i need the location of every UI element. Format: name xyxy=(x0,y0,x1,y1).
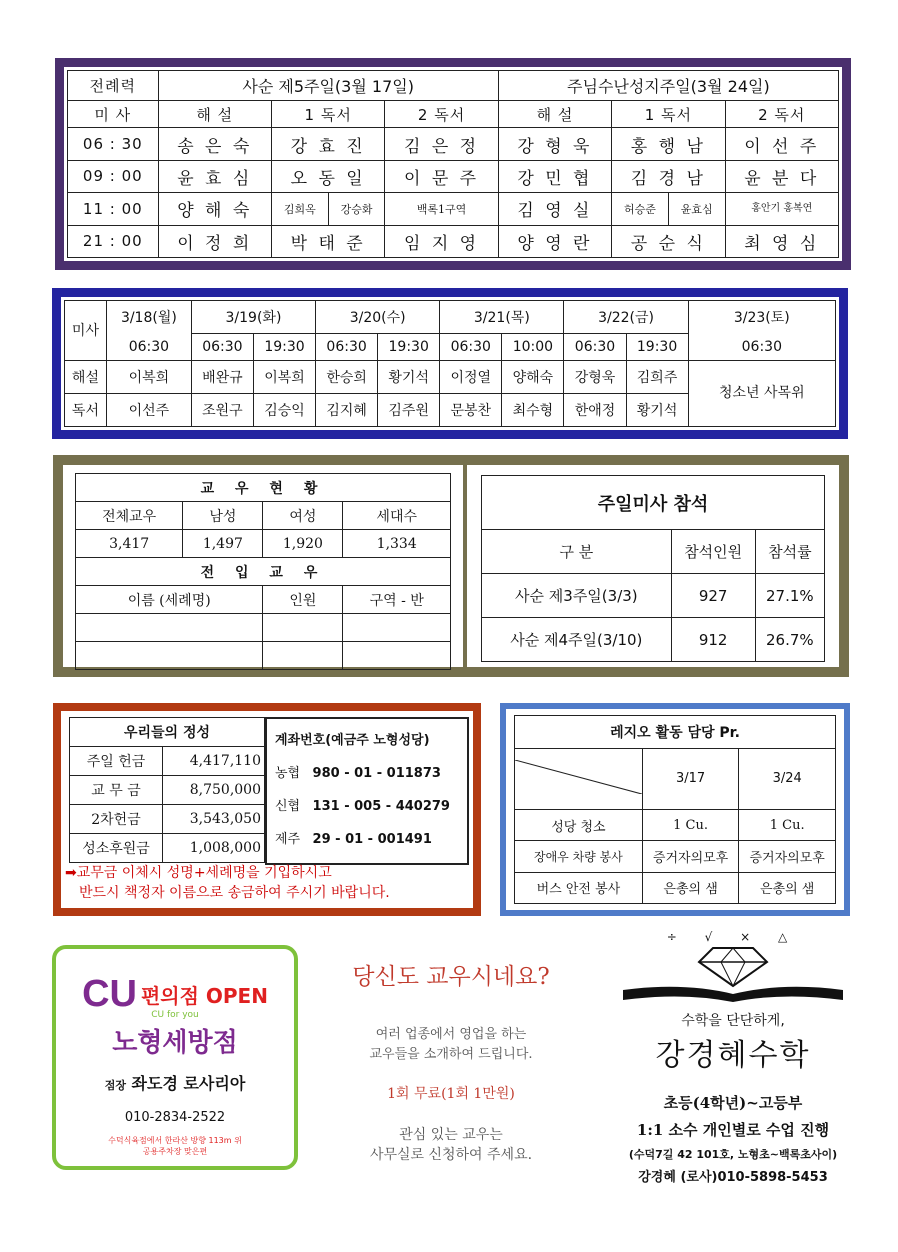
minister-cell: 홍 행 남 xyxy=(612,128,725,160)
minister-cell: 양 해 숙 xyxy=(158,193,271,225)
mass-time: 06:30 xyxy=(688,334,835,361)
time-cell: 21 : 00 xyxy=(68,225,159,257)
read-cell: 한애정 xyxy=(564,393,626,426)
legio-assignee: 은총의 샘 xyxy=(642,872,739,903)
read-cell: 황기석 xyxy=(626,393,688,426)
minister-cell: 강 민 협 xyxy=(498,160,611,192)
narr-cell: 배완규 xyxy=(191,360,253,393)
cu-tagline: CU for you xyxy=(151,1010,199,1020)
minister-cell: 임 지 영 xyxy=(385,225,498,257)
role-read1-2: 1 독서 xyxy=(612,100,725,127)
offering-label: 교 무 금 xyxy=(70,776,163,805)
col-header: 구 분 xyxy=(482,530,672,574)
math-desc: 1:1 소수 개인별로 수업 진행 xyxy=(636,1121,830,1139)
read-label: 독서 xyxy=(65,393,107,426)
store-location-1: 수덕식육점에서 한라산 방향 113m 위 xyxy=(108,1136,242,1145)
narr-label: 해설 xyxy=(65,360,107,393)
store-location-2: 공용주차장 맞은편 xyxy=(142,1147,208,1156)
store-phone: 010-2834-2522 xyxy=(124,1110,226,1125)
minister-cell: 김희옥 xyxy=(271,193,328,225)
role-read2-1: 2 독서 xyxy=(385,100,498,127)
promo-line-1: 여러 업종에서 영업을 하는 xyxy=(375,1027,527,1042)
offering-amount: 4,417,110 xyxy=(163,747,265,776)
math-name: 강경혜수학 xyxy=(655,1038,811,1073)
minister-cell: 홍안기 홍복연 xyxy=(725,193,838,225)
legio-assignee: 1 Cu. xyxy=(642,809,739,840)
business-promo xyxy=(320,950,582,1180)
attendance-table xyxy=(481,475,825,662)
math-tagline: 수학을 단단하게, xyxy=(681,1013,785,1029)
minister-cell: 최 영 심 xyxy=(725,225,838,257)
promo-line-3: 관심 있는 교우는 xyxy=(399,1127,503,1143)
col-header: 참석률 xyxy=(755,530,824,574)
narr-cell: 김희주 xyxy=(626,360,688,393)
minister-cell: 박 태 준 xyxy=(271,225,384,257)
legio-assignee: 은총의 샘 xyxy=(739,872,836,903)
weekday-ministers-frame xyxy=(52,288,848,439)
sunday-ministers-frame xyxy=(55,58,851,270)
day-date: 3/22(금) xyxy=(564,301,688,334)
col-header: 참석인원 xyxy=(671,530,755,574)
time-cell: 11 : 00 xyxy=(68,193,159,225)
narr-cell: 강형욱 xyxy=(564,360,626,393)
store-name: 노형세방점 xyxy=(112,1028,238,1058)
account-number: 980 - 01 - 011873 xyxy=(312,766,441,781)
read-cell: 김승익 xyxy=(253,393,315,426)
minister-cell: 강승화 xyxy=(328,193,385,225)
empty-cell xyxy=(343,614,451,642)
mass-label: 미사 xyxy=(65,301,107,361)
narr-cell: 이복희 xyxy=(106,360,191,393)
col-header: 세대수 xyxy=(343,502,451,530)
legio-task: 성당 청소 xyxy=(515,809,643,840)
math-contact: 강경혜 (로사)010-5898-5453 xyxy=(638,1170,828,1185)
legio-table xyxy=(514,715,836,904)
transfer-note xyxy=(65,863,475,903)
time-cell: 06 : 30 xyxy=(68,128,159,160)
diamond-book-icon xyxy=(613,944,853,1002)
minister-cell: 김 영 실 xyxy=(498,193,611,225)
offering-amount: 3,543,050 xyxy=(163,805,265,834)
legio-task: 장애우 차량 봉사 xyxy=(515,841,643,872)
offering-label: 성소후원금 xyxy=(70,834,163,863)
mass-time: 06:30 xyxy=(316,334,378,361)
attendance-week: 사순 제4주일(3/10) xyxy=(482,618,672,662)
legio-title: 레지오 활동 담당 Pr. xyxy=(515,716,836,749)
sunday-ministers-table xyxy=(67,70,839,258)
attendance-rate: 26.7% xyxy=(755,618,824,662)
promo-title: 당신도 교우시네요? xyxy=(352,964,550,990)
promo-line-4: 사무실로 신청하여 주세요. xyxy=(369,1147,533,1163)
owner-label: 점장 xyxy=(104,1079,126,1092)
household-value: 1,334 xyxy=(343,530,451,558)
day-date: 3/20(수) xyxy=(316,301,440,334)
cu-logo: CU xyxy=(82,973,137,1015)
col-header: 구역 - 반 xyxy=(343,586,451,614)
note-line-2: 반드시 책정자 이름으로 송금하여 주시기 바랍니다. xyxy=(79,885,390,901)
attendance-title: 주일미사 참석 xyxy=(482,476,825,530)
minister-cell: 송 은 숙 xyxy=(158,128,271,160)
read-cell: 문봉찬 xyxy=(440,393,502,426)
attendance-count: 912 xyxy=(671,618,755,662)
account-number: 131 - 005 - 440279 xyxy=(312,799,450,814)
time-cell: 09 : 00 xyxy=(68,160,159,192)
bank-name: 제주 xyxy=(275,832,301,847)
empty-cell xyxy=(263,614,343,642)
minister-cell: 백록1구역 xyxy=(385,193,498,225)
cu-store-ad xyxy=(52,945,298,1170)
day-date: 3/23(토) xyxy=(688,301,835,334)
stats-frame xyxy=(53,455,849,677)
legio-assignee: 1 Cu. xyxy=(739,809,836,840)
narr-cell: 이복희 xyxy=(253,360,315,393)
math-grade: 초등(4학년)~고등부 xyxy=(663,1094,803,1112)
day-date: 3/21(목) xyxy=(440,301,564,334)
parishioner-table xyxy=(75,473,451,670)
promo-fee: 1회 무료(1회 1만원) xyxy=(387,1086,515,1102)
mass-label: 미 사 xyxy=(68,100,159,127)
note-line-1: ➡교무금 이체시 성명+세례명을 기입하시고 xyxy=(65,865,332,881)
mass-time: 10:00 xyxy=(502,334,564,361)
minister-cell: 오 동 일 xyxy=(271,160,384,192)
read-cell: 김지혜 xyxy=(316,393,378,426)
mass-time: 19:30 xyxy=(626,334,688,361)
attendance-panel xyxy=(467,465,839,667)
col-header: 전체교우 xyxy=(76,502,183,530)
offering-label: 주일 헌금 xyxy=(70,747,163,776)
new-parishioner-title: 전 입 교 우 xyxy=(76,558,451,586)
account-box xyxy=(265,717,469,865)
offering-amount: 1,008,000 xyxy=(163,834,265,863)
offering-label: 2차헌금 xyxy=(70,805,163,834)
minister-cell: 이 정 희 xyxy=(158,225,271,257)
promo-line-2: 교우들을 소개하여 드립니다. xyxy=(369,1047,533,1062)
open-headline: 편의점 OPEN xyxy=(140,984,268,1008)
attendance-count: 927 xyxy=(671,574,755,618)
week1-title: 사순 제5주일(3월 17일) xyxy=(158,71,498,101)
week2-title: 주님수난성지주일(3월 24일) xyxy=(498,71,838,101)
role-read1-1: 1 독서 xyxy=(271,100,384,127)
read-cell: 김주원 xyxy=(378,393,440,426)
col-header: 이름 (세례명) xyxy=(76,586,263,614)
col-header: 인원 xyxy=(263,586,343,614)
minister-cell: 이 선 주 xyxy=(725,128,838,160)
legio-date: 3/24 xyxy=(739,748,836,809)
col-header: 남성 xyxy=(183,502,263,530)
account-title: 계좌번호(예금주 노형성당) xyxy=(275,733,430,748)
empty-cell xyxy=(76,614,263,642)
liturgy-label: 전례력 xyxy=(68,71,159,101)
weekday-ministers-table xyxy=(64,300,836,427)
empty-cell xyxy=(76,642,263,670)
role-narr-1: 해 설 xyxy=(158,100,271,127)
parishioner-title: 교 우 현 황 xyxy=(76,474,451,502)
total-value: 3,417 xyxy=(76,530,183,558)
mass-time: 06:30 xyxy=(564,334,626,361)
offering-table xyxy=(69,717,265,863)
legio-frame xyxy=(500,703,850,916)
minister-cell: 허승준 xyxy=(612,193,669,224)
bank-name: 농협 xyxy=(275,766,301,781)
legio-task: 버스 안전 봉사 xyxy=(515,872,643,903)
male-value: 1,497 xyxy=(183,530,263,558)
minister-cell: 양 영 란 xyxy=(498,225,611,257)
minister-cell: 윤 분 다 xyxy=(725,160,838,192)
role-narr-2: 해 설 xyxy=(498,100,611,127)
read-cell: 조원구 xyxy=(191,393,253,426)
minister-cell: 윤 효 심 xyxy=(158,160,271,192)
narr-cell: 황기석 xyxy=(378,360,440,393)
mass-time: 19:30 xyxy=(378,334,440,361)
read-cell: 최수형 xyxy=(502,393,564,426)
minister-cell: 김 경 남 xyxy=(612,160,725,192)
offering-title: 우리들의 정성 xyxy=(70,718,265,747)
minister-cell: 강 형 욱 xyxy=(498,128,611,160)
minister-cell: 윤효심 xyxy=(680,202,713,216)
mass-time: 06:30 xyxy=(440,334,502,361)
math-symbols: ÷ √ × △ xyxy=(666,930,800,944)
parishioner-status-panel xyxy=(63,465,463,667)
mass-time: 06:30 xyxy=(106,334,191,361)
empty-cell xyxy=(263,642,343,670)
math-academy-ad xyxy=(598,928,868,1208)
mass-time: 06:30 xyxy=(191,334,253,361)
female-value: 1,920 xyxy=(263,530,343,558)
attendance-week: 사순 제3주일(3/3) xyxy=(482,574,672,618)
offering-frame xyxy=(53,703,481,916)
day-date: 3/19(화) xyxy=(191,301,315,334)
legio-date: 3/17 xyxy=(642,748,739,809)
read-cell: 이선주 xyxy=(106,393,191,426)
diagonal-cell xyxy=(515,748,643,809)
mass-time: 19:30 xyxy=(253,334,315,361)
minister-cell: 김 은 정 xyxy=(385,128,498,160)
narr-cell: 양해숙 xyxy=(502,360,564,393)
narr-cell: 한승희 xyxy=(316,360,378,393)
diagonal-line-icon xyxy=(515,760,642,794)
math-address: (수덕7길 42 101호, 노형초~백록초사이) xyxy=(628,1148,838,1161)
offering-amount: 8,750,000 xyxy=(163,776,265,805)
legio-assignee: 증거자의모후 xyxy=(739,841,836,872)
day-date: 3/18(월) xyxy=(106,301,191,334)
owner-name: 좌도경 로사리아 xyxy=(131,1074,246,1093)
minister-cell: 이 문 주 xyxy=(385,160,498,192)
attendance-rate: 27.1% xyxy=(755,574,824,618)
narr-cell: 이정열 xyxy=(440,360,502,393)
account-number: 29 - 01 - 001491 xyxy=(312,832,432,847)
minister-cell: 강 효 진 xyxy=(271,128,384,160)
col-header: 여성 xyxy=(263,502,343,530)
bank-name: 신협 xyxy=(275,799,301,814)
minister-cell: 공 순 식 xyxy=(612,225,725,257)
youth-ministry-cell: 청소년 사목위 xyxy=(688,360,835,426)
legio-assignee: 증거자의모후 xyxy=(642,841,739,872)
role-read2-2: 2 독서 xyxy=(725,100,838,127)
empty-cell xyxy=(343,642,451,670)
minister-split-cell xyxy=(612,193,725,225)
